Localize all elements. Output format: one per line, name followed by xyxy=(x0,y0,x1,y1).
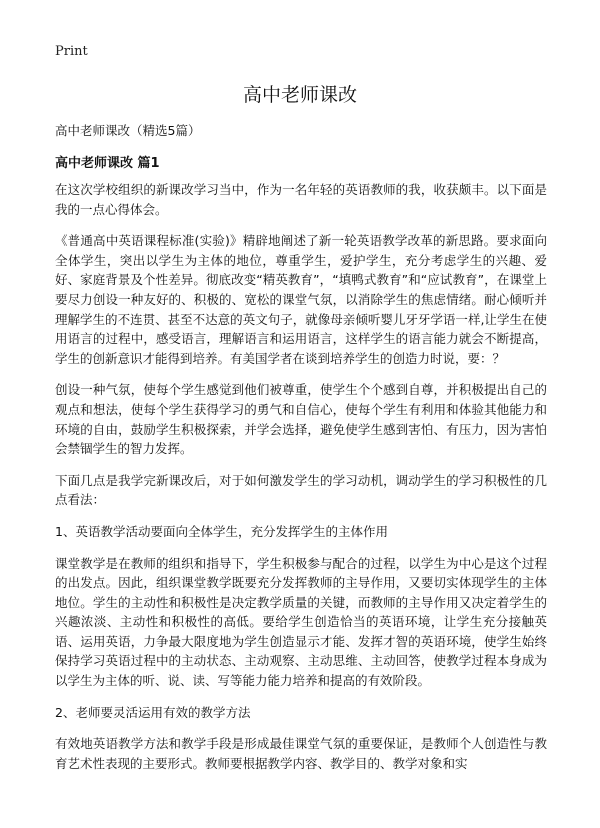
paragraph: 在这次学校组织的新课改学习当中，作为一名年轻的英语教师的我，收获颇丰。以下面是我的一点心得体会。 xyxy=(55,182,547,217)
paragraph: 课堂教学是在教师的组织和指导下，学生积极参与配合的过程，以学生为中心是这个过程的出发点。因此，组织课堂教学既要充分发挥教师的主导作用，又要切实体现学生的主体地位。学生的主动性和积极性是决定教学质量的关键，而教师的主导作用又决定着学生的兴趣浓淡、主动性和积极性的高低。要给学生创造恰当的英语环境，让学生充分接触英语、运用英语，力争最大限度地为学生创造显示才能、发挥才智的英语环境，使学生始终保持学习英语过程中的主动状态、主动观察、主动思维、主动回答，使教学过程本身成为以学生为主体的听、说、读、写等能力能力培养和提高的有效阶段。 xyxy=(55,555,547,689)
document-title: 高中老师课改 xyxy=(242,84,357,106)
paragraph: 创设一种气氛，使每个学生感觉到他们被尊重，使学生个个感到自尊，并积极提出自己的观点和想法，使每个学生获得学习的勇气和自信心，使每个学生有利用和体验其他能力和环境的自由，鼓励学生积极探索，并学会选择，避免使学生感到害怕、有压力，因为害怕会禁锢学生的智力发挥。 xyxy=(55,382,547,457)
print-link[interactable]: Print xyxy=(55,44,88,59)
document-subtitle: 高中老师课改（精选5篇） xyxy=(55,123,201,138)
section-heading: 高中老师课改 篇1 xyxy=(55,156,160,171)
paragraph: 下面几点是我学完新课改后，对于如何激发学生的学习动机，调动学生的学习积极性的几点看法： xyxy=(55,472,547,508)
subheading: 2、老师要灵活运用有效的教学方法 xyxy=(55,704,251,720)
subheading: 1、英语教学活动要面向全体学生，充分发挥学生的主体作用 xyxy=(55,523,388,539)
paragraph: 有效地英语教学方法和教学手段是形成最佳课堂气氛的重要保证，是教师个人创造性与教育艺术性表现的主要形式。教师要根据教学内容、教学目的、教学对象和实 xyxy=(55,736,547,771)
document-body xyxy=(55,180,547,785)
paragraph: 《普通高中英语课程标准(实验)》精辟地阐述了新一轮英语教学改革的新思路。要求面向全体学生，突出以学生为主体的地位，尊重学生，爱护学生，充分考虑学生的兴趣、爱好、家庭背景及个性差异。彻底改变“精英教育”，“填鸭式教育”和“应试教育”，在课堂上要尽力创设一种友好的、积极的、宽松的课堂气氛，以消除学生的焦虑情绪。耐心倾听并理解学生的不连贯、甚至不达意的英文句子，就像母亲倾听婴儿牙牙学语一样,让学生在使用语言的过程中，感受语言，理解语言和运用语言，这样学生的语言能力就会不断提高，学生的创新意识才能得到培养。有美国学者在谈到培养学生的创造力时说，要：？ xyxy=(55,233,547,366)
